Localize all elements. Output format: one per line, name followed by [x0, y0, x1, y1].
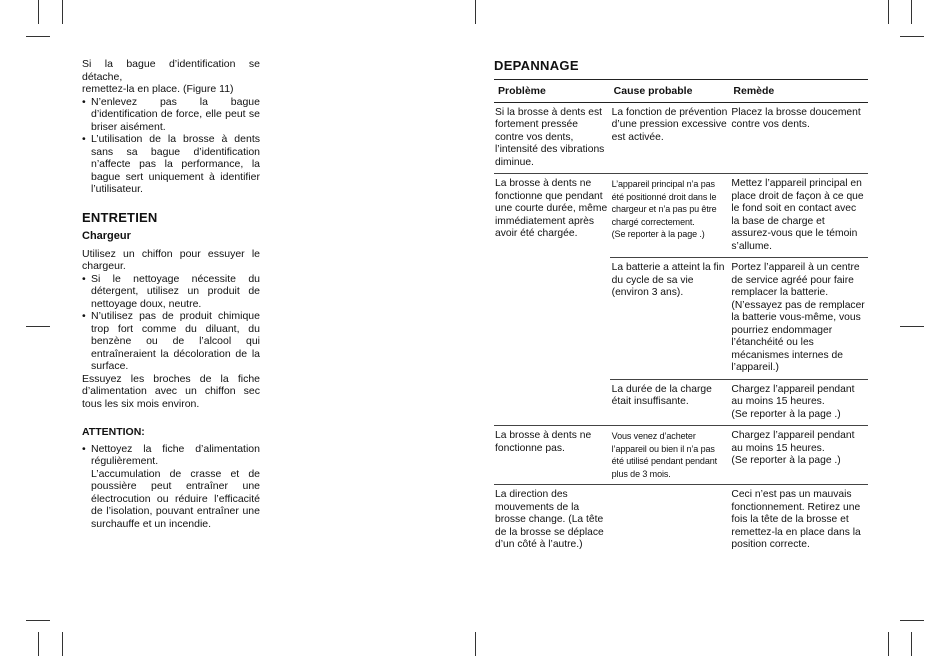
remedy-cell — [729, 379, 868, 426]
entretien-heading: ENTRETIEN — [82, 209, 158, 225]
intro-line-1: Si la bague d’identification se détache, — [82, 58, 260, 83]
remedy-cell: Mettez l’appareil principal en place droit de façon à ce que le fond soit en contact avec la base de charge et assurez-vous que le témoin s’allume. — [729, 174, 868, 258]
essuyez-text: Essuyez les broches de la fiche d’alimentation avec un chiffon sec tous les six mois environ. — [82, 372, 260, 410]
crop-mark — [900, 326, 924, 327]
table-header-row — [494, 80, 868, 103]
problem-cell: La direction des mouvements de la brosse change. (La tête de la brosse se déplace d’un côté à l’autre.) — [494, 485, 610, 556]
cause-cell: La batterie a atteint la fin du cycle de sa vie (environ 3 ans). — [610, 258, 730, 380]
problem-cell: Si la brosse à dents est fortement pressée contre vos dents, l’intensité des vibrations diminue. — [495, 106, 605, 168]
list-item: • N’enlevez pas la bague d’identification de force, elle peut se briser aisément. — [82, 96, 260, 134]
list-item: • N’utilisez pas de produit chimique trop fort comme du diluant, du benzène ou de l’alcool qui entraîneraient la décoloration de la surface. — [82, 310, 260, 373]
left-page — [82, 58, 260, 530]
cause-cell — [610, 174, 730, 258]
header-problem: Problème — [494, 80, 610, 103]
header-remedy: Remède — [729, 80, 868, 103]
remedy-cell: Ceci n’est pas un mauvais fonctionnement. Retirez une fois la tête de la brosse et remettez-la en place dans la position correcte. — [729, 485, 868, 556]
page-reference: (Se reporter à la page .) — [731, 455, 841, 466]
list-item: • Si le nettoyage nécessite du détergent, utilisez un produit de nettoyage doux, neutre. — [82, 273, 260, 311]
crop-mark — [900, 620, 924, 621]
list-item: • L’utilisation de la brosse à dents sans sa bague d’identification n’affecte pas la performance, la bague sert uniquement à identifier l’utilisateur. — [82, 133, 260, 196]
crop-mark — [911, 632, 912, 656]
attention-text: L’accumulation de crasse et de poussière peut entraîner une électrocution ou réduire l’efficacité de l’isolation, pouvant entraîner une surchauffe et un incendie. — [91, 467, 260, 530]
crop-mark — [62, 632, 63, 656]
chargeur-text: Utilisez un chiffon pour essuyer le chargeur. — [82, 247, 260, 272]
page-reference: (Se reporter à la page .) — [611, 229, 705, 239]
crop-mark — [475, 632, 476, 656]
right-page — [494, 58, 868, 556]
cause-cell: La fonction de prévention d’une pression excessive est activée. — [611, 106, 728, 143]
cause-cell: La durée de la charge était insuffisante. — [610, 379, 730, 426]
depannage-heading: DEPANNAGE — [494, 58, 579, 73]
intro-line-2: remettez-la en place. (Figure 11) — [82, 83, 234, 95]
cause-cell — [610, 485, 730, 556]
crop-mark — [911, 0, 912, 24]
remedy-cell: Portez l’appareil à un centre de service agréé pour faire remplacer la batterie. (N’essayez pas de remplacer la batterie vous-même, vous pourriez endommager l’étanchéité ou les mécanismes internes de l’appareil.) — [729, 258, 868, 380]
header-cause: Cause probable — [610, 80, 730, 103]
troubleshooting-table — [494, 79, 868, 556]
crop-mark — [475, 0, 476, 24]
crop-mark — [62, 0, 63, 24]
crop-mark — [26, 36, 50, 37]
crop-mark — [38, 632, 39, 656]
table-row — [494, 102, 868, 174]
cause-text: Vous venez d’acheter l’appareil ou bien il n’a pas été utilisé pendant pendant plus de 3 mois. — [611, 431, 718, 479]
remedy-text: Chargez l’appareil pendant au moins 15 heures. — [731, 383, 855, 407]
crop-mark — [26, 620, 50, 621]
crop-mark — [26, 326, 50, 327]
table-row — [494, 426, 868, 485]
remedy-cell: Placez la brosse doucement contre vos dents. — [731, 106, 861, 130]
cause-text: L’appareil principal n’a pas été positionné droit dans le chargeur et n’a pas pu être chargé correctement. — [611, 179, 717, 227]
table-row — [494, 485, 868, 556]
problem-cell: La brosse à dents ne fonctionne que pendant une courte durée, même immédiatement après avoir été chargée. — [494, 174, 610, 426]
problem-cell: La brosse à dents ne fonctionne pas. — [494, 426, 610, 485]
crop-mark — [888, 632, 889, 656]
crop-mark — [888, 0, 889, 24]
list-item: • Nettoyez la fiche d’alimentation régulièrement. — [82, 443, 260, 468]
table-row — [494, 174, 868, 258]
crop-mark — [900, 36, 924, 37]
chargeur-heading: Chargeur — [82, 230, 131, 242]
attention-heading: ATTENTION: — [82, 426, 145, 438]
remedy-text: Chargez l’appareil pendant au moins 15 heures. — [731, 430, 855, 454]
page-reference: (Se reporter à la page .) — [731, 408, 841, 420]
cause-cell — [610, 426, 730, 485]
crop-mark — [38, 0, 39, 24]
remedy-cell — [729, 426, 868, 485]
